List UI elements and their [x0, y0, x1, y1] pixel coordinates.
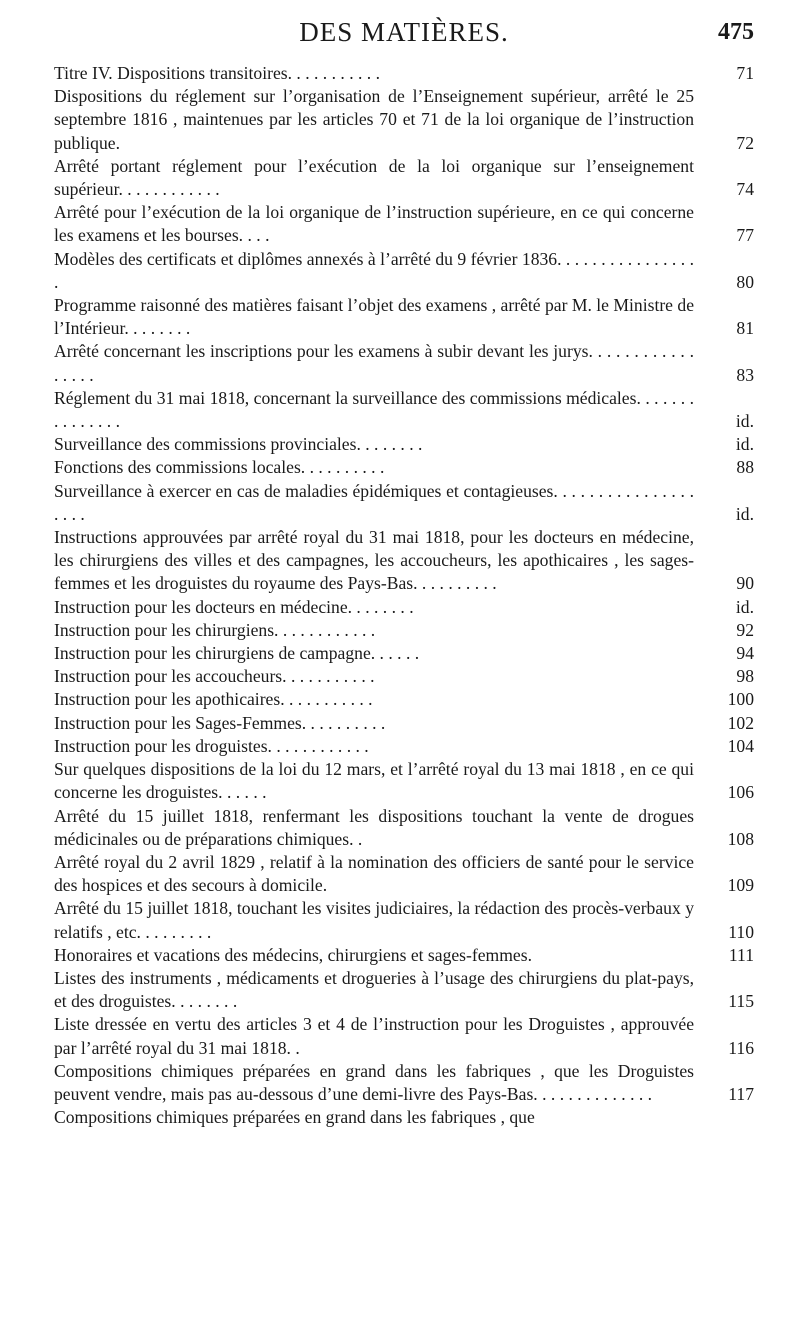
toc-entry-title: Arrêté portant réglement pour l’exécution de la loi organique sur l’enseignement supérieur. . . . . . . . . . . . — [54, 155, 694, 200]
toc-entry-title: Réglement du 31 mai 1818, concernant la surveillance des commissions médicales. . . . . . . . . . . . . . . — [54, 387, 694, 432]
toc-entry — [54, 735, 754, 758]
toc-entry-page: 110 — [728, 921, 754, 942]
toc-entry — [54, 456, 754, 479]
toc-entry — [54, 294, 754, 340]
toc-entry-title: Surveillance des commissions provinciales. . . . . . . . — [54, 434, 423, 455]
toc-entry-title: Arrêté pour l’exécution de la loi organique de l’instruction supérieure, en ce qui concerne les examens et les bourses. . . . — [54, 202, 694, 246]
toc-entry — [54, 805, 754, 851]
toc-entry-title: Instruction pour les apothicaires. . . . . . . . . . . — [54, 689, 373, 710]
toc-entry-page: 102 — [727, 712, 754, 733]
toc-entry-page: 98 — [736, 666, 754, 687]
toc-entry — [54, 967, 754, 1013]
toc-entry-title: Instruction pour les chirurgiens. . . . . . . . . . . . — [54, 619, 376, 640]
toc-entry — [54, 851, 754, 897]
toc-entry-page: 74 — [736, 179, 754, 200]
toc-entry-title: Sur quelques dispositions de la loi du 12 mars, et l’arrêté royal du 13 mai 1818 , en ce qui concerne les droguistes. . . . . . — [54, 759, 694, 803]
toc-entry-page: 81 — [736, 318, 754, 339]
toc-entry — [54, 387, 754, 433]
toc-entry-page: id. — [735, 596, 754, 617]
toc-entry — [54, 526, 754, 596]
toc-entry-title: Instruction pour les droguistes. . . . . . . . . . . . — [54, 735, 369, 756]
toc-entry-page: 100 — [727, 689, 754, 710]
toc-entry-title: Arrêté concernant les inscriptions pour les examens à subir devant les jurys. . . . . . . . . . . . . . . . . — [54, 341, 694, 385]
running-header — [54, 12, 754, 52]
toc-entry-title: Modèles des certificats et diplômes annexés à l’arrêté du 9 février 1836. . . . . . . . . . . . . . . . . — [54, 248, 694, 292]
toc-entry-title: Instruction pour les Sages-Femmes. . . . . . . . . . — [54, 712, 386, 733]
toc-entry-title: Instructions approuvées par arrêté royal du 31 mai 1818, pour les docteurs en médecine, les chirurgiens des villes et des campagnes, les accoucheurs, les apothicaires , les sages-femmes et les droguistes du royaume des Pays-Bas. . . . . . . . . . — [54, 527, 694, 594]
toc-entry-title: Arrêté royal du 2 avril 1829 , relatif à la nomination des officiers de santé pour le service des hospices et des secours à domicile. — [54, 851, 694, 896]
toc-entry — [54, 665, 754, 688]
toc-entry-title: Programme raisonné des matières faisant l’objet des examens , arrêté par M. le Ministre de l’Intérieur. . . . . . . . — [54, 295, 694, 339]
toc-entry-title: Instruction pour les accoucheurs. . . . . . . . . . . — [54, 666, 375, 687]
toc-entry — [54, 1106, 754, 1129]
toc-entry-page: 80 — [736, 271, 754, 292]
toc-entry-page: 109 — [727, 875, 754, 896]
toc-entry — [54, 433, 754, 456]
toc-entry — [54, 642, 754, 665]
toc-entry — [54, 248, 754, 294]
toc-entry-page: 88 — [736, 457, 754, 478]
toc-entry-title: Instruction pour les docteurs en médecine. . . . . . . . — [54, 596, 414, 617]
toc-entry-page: 94 — [736, 643, 754, 664]
toc-entry-title: Arrêté du 15 juillet 1818, renfermant les dispositions touchant la vente de drogues médicinales ou de préparations chimiques. . — [54, 805, 694, 849]
toc-entry — [54, 1060, 754, 1106]
toc-entry — [54, 85, 754, 155]
toc-entry-page: 111 — [728, 944, 754, 965]
toc-entry — [54, 619, 754, 642]
page-number: 475 — [718, 19, 754, 45]
toc-entry-title: Liste dressée en vertu des articles 3 et 4 de l’instruction pour les Droguistes , approuvée par l’arrêté royal du 31 mai 1818. . — [54, 1014, 694, 1058]
toc-entry — [54, 1013, 754, 1059]
toc-entry — [54, 62, 754, 85]
toc-entry-title: Honoraires et vacations des médecins, chirurgiens et sages-femmes. — [54, 944, 532, 965]
toc-entry — [54, 596, 754, 619]
toc-entry — [54, 712, 754, 735]
toc-entry-title: Compositions chimiques préparées en grand dans les fabriques , que — [54, 1107, 535, 1128]
toc-entry-page: 116 — [728, 1037, 754, 1058]
toc-entry — [54, 201, 754, 247]
toc-entry — [54, 897, 754, 943]
toc-entry-title: Listes des instruments , médicaments et drogueries à l’usage des chirurgiens du plat-pays, et des droguistes. . . . . . . . — [54, 967, 694, 1012]
running-title: DES MATIÈRES. — [299, 17, 509, 47]
toc-entry — [54, 340, 754, 386]
toc-entry-title: Instruction pour les chirurgiens de campagne. . . . . . — [54, 643, 420, 664]
toc-entry-title: Dispositions du réglement sur l’organisation de l’Enseignement supérieur, arrêté le 25 septembre 1816 , maintenues par les articles 70 et 71 de la loi organique de l’instruction publique. — [54, 86, 694, 153]
toc-entry — [54, 480, 754, 526]
toc-entry-page: 77 — [736, 225, 754, 246]
toc-entry-title: Arrêté du 15 juillet 1818, touchant les visites judiciaires, la rédaction des procès-verbaux y relatifs , etc. . . . . . . . . — [54, 898, 694, 942]
toc-entry-page: id. — [735, 411, 754, 432]
toc-entry-page: 83 — [736, 364, 754, 385]
toc-entry-page: 90 — [736, 573, 754, 594]
toc-entry-page: 71 — [736, 63, 754, 83]
toc-entry — [54, 758, 754, 804]
toc-entry — [54, 155, 754, 201]
toc-entry-title: Titre IV. Dispositions transitoires. . . . . . . . . . . — [54, 63, 380, 83]
toc-entry-page: 104 — [727, 735, 754, 756]
toc-entry-page: id. — [735, 503, 754, 524]
toc-entry — [54, 688, 754, 711]
table-of-contents — [54, 62, 754, 1129]
toc-entry-title: Compositions chimiques préparées en grand dans les fabriques , que les Droguistes peuvent vendre, mais pas au-dessous d’une demi-livre des Pays-Bas. . . . . . . . . . . . . . — [54, 1060, 694, 1104]
toc-entry-page: 92 — [736, 619, 754, 640]
toc-entry-page: 108 — [727, 828, 754, 849]
toc-entry-page: id. — [735, 434, 754, 455]
toc-entry-page: 117 — [728, 1083, 754, 1104]
toc-entry — [54, 944, 754, 967]
toc-entry-page: 115 — [728, 991, 754, 1012]
toc-entry-title: Surveillance à exercer en cas de maladies épidémiques et contagieuses. . . . . . . . . . . . . . . . . . . . — [54, 480, 694, 524]
toc-entry-page: 106 — [727, 782, 754, 803]
toc-entry-page: 72 — [736, 132, 754, 153]
toc-entry-title: Fonctions des commissions locales. . . . . . . . . . — [54, 457, 385, 478]
